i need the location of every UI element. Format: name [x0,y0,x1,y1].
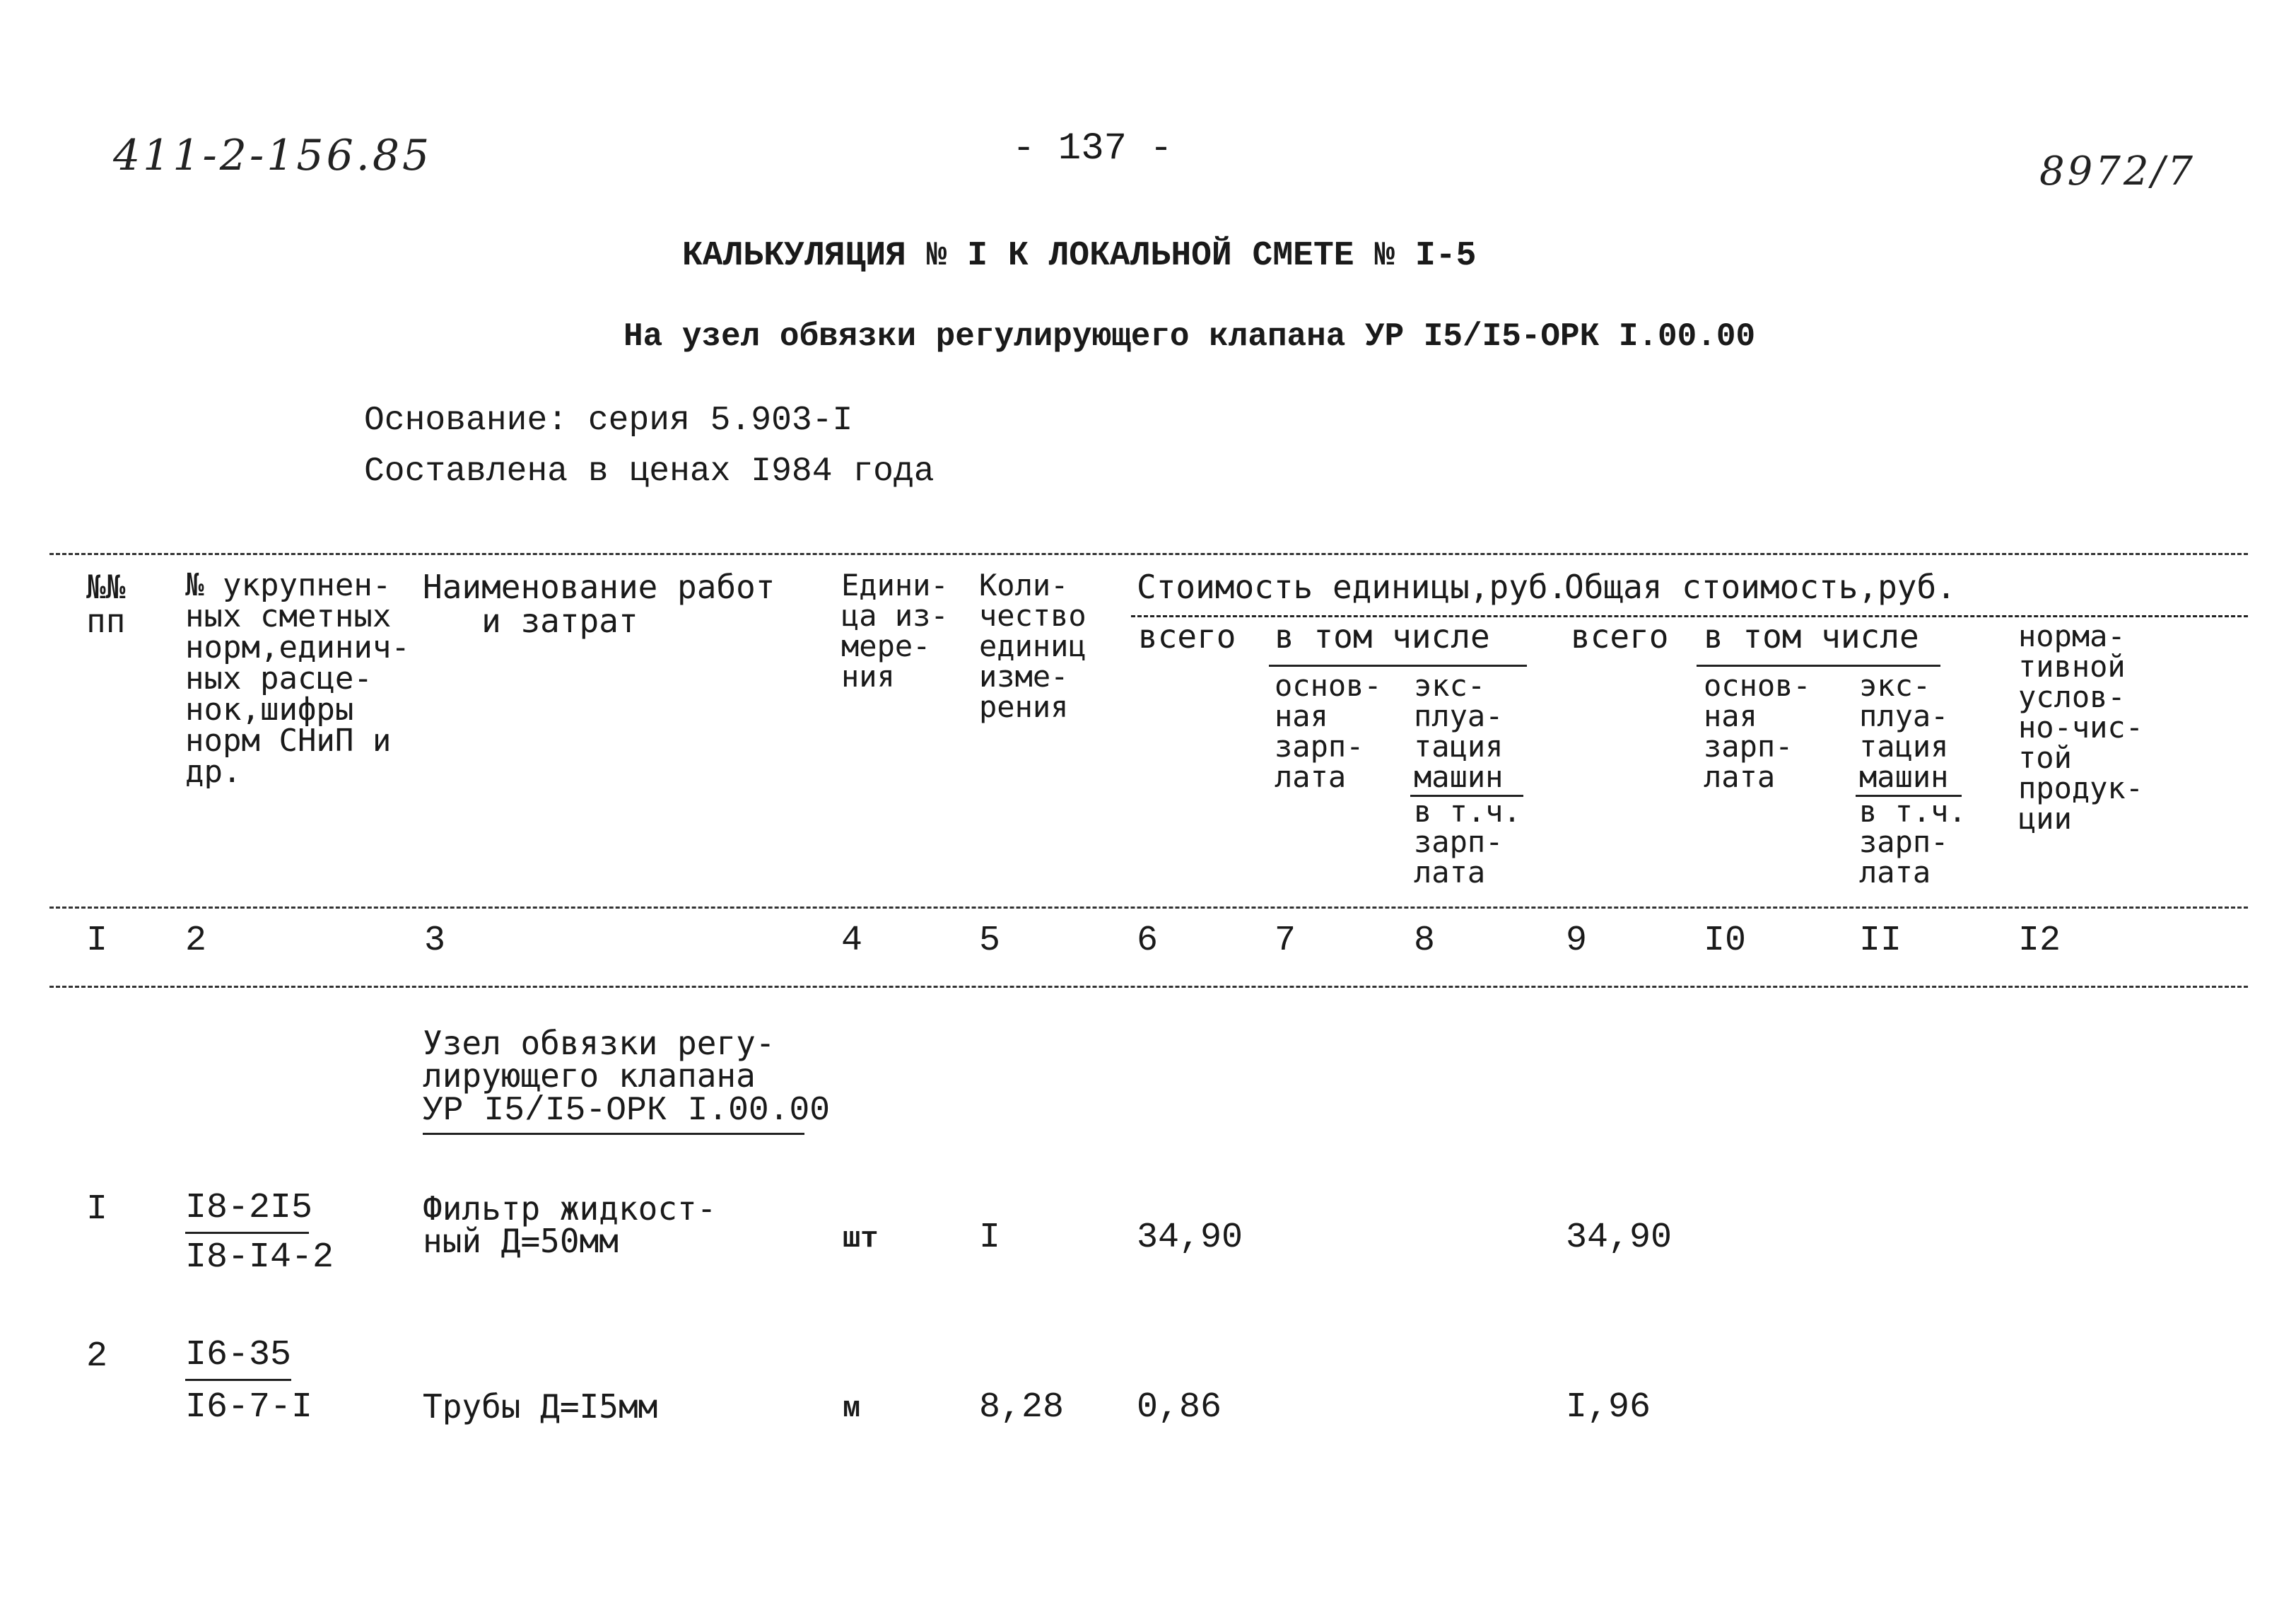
row-number: 2 [86,1336,108,1377]
header-col-3: Наименование работ и затрат [423,568,775,640]
work-name: Трубы Д=I5мм [423,1387,658,1426]
header-unit-cost: Стоимость единицы,руб. [1137,568,1568,606]
page-number: - 137 - [1012,127,1173,170]
column-number: 4 [841,921,863,961]
column-number: 9 [1566,921,1588,961]
column-number: 8 [1414,921,1436,961]
quantity: I [979,1218,1001,1258]
numbers-bottom-rule [49,986,2248,988]
norm-code-divider [185,1379,291,1381]
column-number: I [86,921,108,961]
header-total-including-rule [1697,665,1940,667]
unit: м [843,1392,861,1426]
header-col-1: №№ пп [86,568,126,640]
column-number: I0 [1704,921,1747,961]
header-col-5: Коли- чество единиц изме- рения [979,568,1086,724]
norm-code-top: I6-35 [185,1335,292,1375]
norm-code-bottom: I8-I4-2 [185,1237,334,1278]
header-bottom-rule [49,907,2248,909]
header-unit-machines: экс- плуа- тация машин [1414,668,1504,794]
document-code-right: 8972/7 [2039,148,2196,194]
work-name: Фильтр жидкост- ный Д=50мм [423,1189,717,1260]
header-total-base-salary: основ- ная зарп- лата [1704,668,1811,794]
header-total-machines-salary: в т.ч. зарп- лата [1859,794,1967,890]
header-unit-total: всего [1138,617,1236,655]
header-unit-including: в том числе [1275,617,1490,655]
total-cost: 34,90 [1566,1218,1673,1258]
calculation-subtitle: На узел обвязки регулирующего клапана УР I5/I5-ОРК I.00.00 [623,318,1756,355]
header-total-cost: Общая стоимость,руб. [1564,568,1956,606]
header-unit-base-salary: основ- ная зарп- лата [1275,668,1382,794]
column-number: 5 [979,921,1001,961]
header-col-4: Едини- ца из- мере- ния [841,568,949,694]
header-total-total: всего [1571,617,1669,655]
document-code-left: 411-2-156.85 [113,131,433,180]
unit-cost-total: 34,90 [1137,1218,1243,1258]
prices-line: Составлена в ценах I984 года [364,453,935,491]
column-number: 6 [1137,921,1159,961]
row-number: I [86,1189,108,1230]
header-unit-including-rule [1269,665,1527,667]
quantity: 8,28 [979,1387,1065,1428]
header-col-2: № укрупнен- ных сметных норм,единич- ных расце- нок,шифры норм СНиП и др. [185,567,410,790]
header-total-including: в том числе [1704,617,1919,655]
unit-cost-total: 0,86 [1137,1387,1222,1428]
section-code: УР I5/I5-ОРК I.00.00 [423,1092,831,1130]
section-title: Узел обвязки регу- лирующего клапана [423,1024,775,1095]
norm-code-bottom: I6-7-I [185,1387,313,1428]
total-cost: I,96 [1566,1387,1651,1428]
unit: шт [843,1222,879,1256]
column-number: 3 [424,921,446,961]
header-col-12: норма- тивной услов- но-чис- той продук- ции [2018,619,2144,836]
norm-code-top: I8-2I5 [185,1188,313,1228]
norm-code-divider [185,1232,309,1234]
column-number: II [1859,921,1902,961]
column-number: 2 [185,921,207,961]
header-unit-machines-salary: в т.ч. зарп- лата [1414,794,1521,890]
column-number: I2 [2018,921,2061,961]
section-code-underline [423,1133,804,1135]
table-top-rule [49,553,2248,555]
basis-line: Основание: серия 5.903-I [364,402,853,440]
header-total-machines: экс- плуа- тация машин [1859,668,1949,794]
calculation-title: КАЛЬКУЛЯЦИЯ № I К ЛОКАЛЬНОЙ СМЕТЕ № I-5 [682,237,1477,275]
column-number: 7 [1275,921,1296,961]
